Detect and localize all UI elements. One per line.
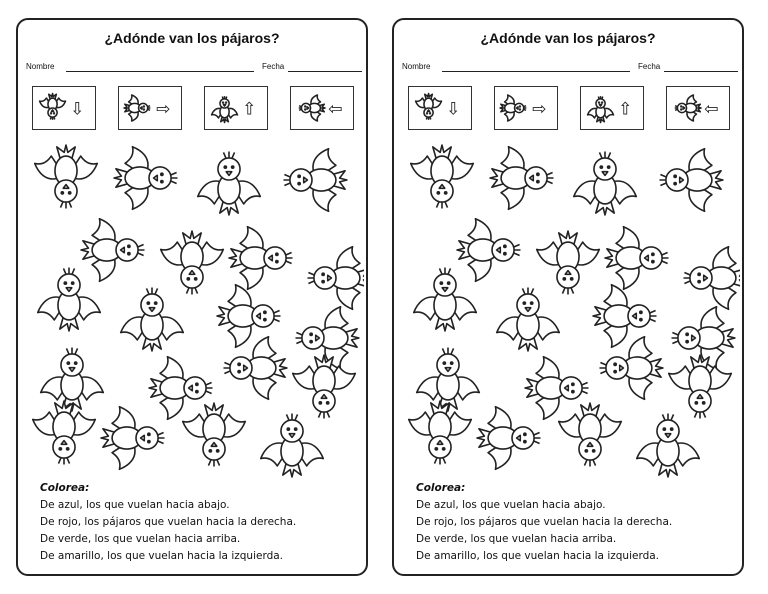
bird-up-icon: [417, 347, 480, 410]
worksheet-title: ¿Adónde van los pájaros?: [480, 30, 656, 46]
legend-graphic: [667, 87, 729, 129]
instructions-heading: Colorea:: [40, 482, 90, 494]
bird-up-icon: [38, 267, 101, 330]
bird-down-icon: [537, 231, 600, 294]
bird-left-icon: [307, 247, 364, 310]
bird-down-icon: [416, 93, 442, 119]
bird-right-icon: [114, 147, 177, 210]
legend-box-right: [118, 86, 182, 130]
bird-left-icon: [683, 247, 740, 310]
instruction-line: De verde, los que vuelan hacia arriba.: [40, 533, 241, 545]
legend-graphic: [409, 87, 471, 129]
legend-box-down: [32, 86, 96, 130]
bird-down-icon: [409, 401, 472, 464]
legend-graphic: [33, 87, 95, 129]
legend-graphic: [119, 87, 181, 129]
bird-down-icon: [40, 93, 66, 119]
legend-box-left: [666, 86, 730, 130]
bird-right-icon: [81, 219, 144, 282]
bird-right-icon: [525, 357, 588, 420]
worksheet-left: [16, 18, 368, 576]
bird-up-icon: [497, 287, 560, 350]
bird-down-icon: [183, 403, 246, 466]
name-label: Nombre: [26, 62, 55, 71]
name-date-row: [402, 62, 734, 76]
bird-up-icon: [41, 347, 104, 410]
arrow-down-icon: ⇩: [446, 99, 461, 120]
bird-field: [24, 138, 364, 478]
bird-right-icon: [500, 95, 526, 121]
name-label: Nombre: [402, 62, 431, 71]
direction-legend: [408, 86, 728, 136]
bird-down-icon: [411, 145, 474, 208]
bird-up-icon: [637, 413, 700, 476]
name-line: [66, 71, 254, 72]
arrow-left-icon: ⇦: [704, 99, 719, 120]
instruction-line: De azul, los que vuelan hacia abajo.: [40, 499, 230, 511]
bird-right-icon: [101, 407, 164, 470]
bird-right-icon: [217, 285, 280, 348]
bird-left-icon: [299, 95, 325, 121]
date-label: Fecha: [262, 62, 285, 71]
date-label: Fecha: [638, 62, 661, 71]
legend-graphic: [291, 87, 353, 129]
legend-box-up: [580, 86, 644, 130]
name-line: [442, 71, 630, 72]
bird-up-icon: [198, 151, 261, 214]
instruction-line: De amarillo, los que vuelan hacia la izquierda.: [40, 550, 284, 562]
bird-up-icon: [588, 96, 614, 122]
arrow-left-icon: ⇦: [328, 99, 343, 120]
arrow-down-icon: ⇩: [70, 99, 85, 120]
legend-box-up: [204, 86, 268, 130]
date-line: [664, 71, 738, 72]
instructions: [416, 480, 732, 565]
bird-up-icon: [414, 267, 477, 330]
bird-down-icon: [669, 355, 732, 418]
arrow-right-icon: ⇨: [156, 99, 171, 120]
instructions-heading: Colorea:: [416, 482, 466, 494]
direction-legend: [32, 86, 352, 136]
instruction-line: De rojo, los pájaros que vuelan hacia la derecha.: [40, 516, 297, 528]
legend-box-right: [494, 86, 558, 130]
legend-graphic: [495, 87, 557, 129]
bird-down-icon: [33, 401, 96, 464]
worksheet-right: [392, 18, 744, 576]
bird-left-icon: [295, 307, 358, 370]
legend-box-down: [408, 86, 472, 130]
bird-right-icon: [457, 219, 520, 282]
bird-left-icon: [283, 149, 346, 212]
legend-box-left: [290, 86, 354, 130]
bird-right-icon: [124, 95, 150, 121]
instruction-line: De amarillo, los que vuelan hacia la izquierda.: [416, 550, 660, 562]
bird-right-icon: [593, 285, 656, 348]
bird-left-icon: [675, 95, 701, 121]
legend-graphic: [205, 87, 267, 129]
bird-right-icon: [229, 227, 292, 290]
bird-up-icon: [121, 287, 184, 350]
date-line: [288, 71, 362, 72]
bird-up-icon: [261, 413, 324, 476]
worksheet-title: ¿Adónde van los pájaros?: [104, 30, 280, 46]
arrow-right-icon: ⇨: [532, 99, 547, 120]
bird-down-icon: [293, 355, 356, 418]
instruction-line: De rojo, los pájaros que vuelan hacia la derecha.: [416, 516, 673, 528]
name-date-row: [26, 62, 358, 76]
bird-field: [400, 138, 740, 478]
bird-right-icon: [149, 357, 212, 420]
bird-up-icon: [574, 151, 637, 214]
instruction-line: De azul, los que vuelan hacia abajo.: [416, 499, 606, 511]
bird-up-icon: [212, 96, 238, 122]
bird-right-icon: [605, 227, 668, 290]
bird-right-icon: [477, 407, 540, 470]
bird-left-icon: [671, 307, 734, 370]
arrow-up-icon: ⇧: [618, 99, 633, 120]
legend-graphic: [581, 87, 643, 129]
instruction-line: De verde, los que vuelan hacia arriba.: [416, 533, 617, 545]
bird-right-icon: [490, 147, 553, 210]
bird-left-icon: [223, 337, 286, 400]
bird-left-icon: [659, 149, 722, 212]
instructions: [40, 480, 356, 565]
bird-down-icon: [161, 231, 224, 294]
arrow-up-icon: ⇧: [242, 99, 257, 120]
bird-left-icon: [599, 337, 662, 400]
bird-down-icon: [559, 403, 622, 466]
bird-down-icon: [35, 145, 98, 208]
